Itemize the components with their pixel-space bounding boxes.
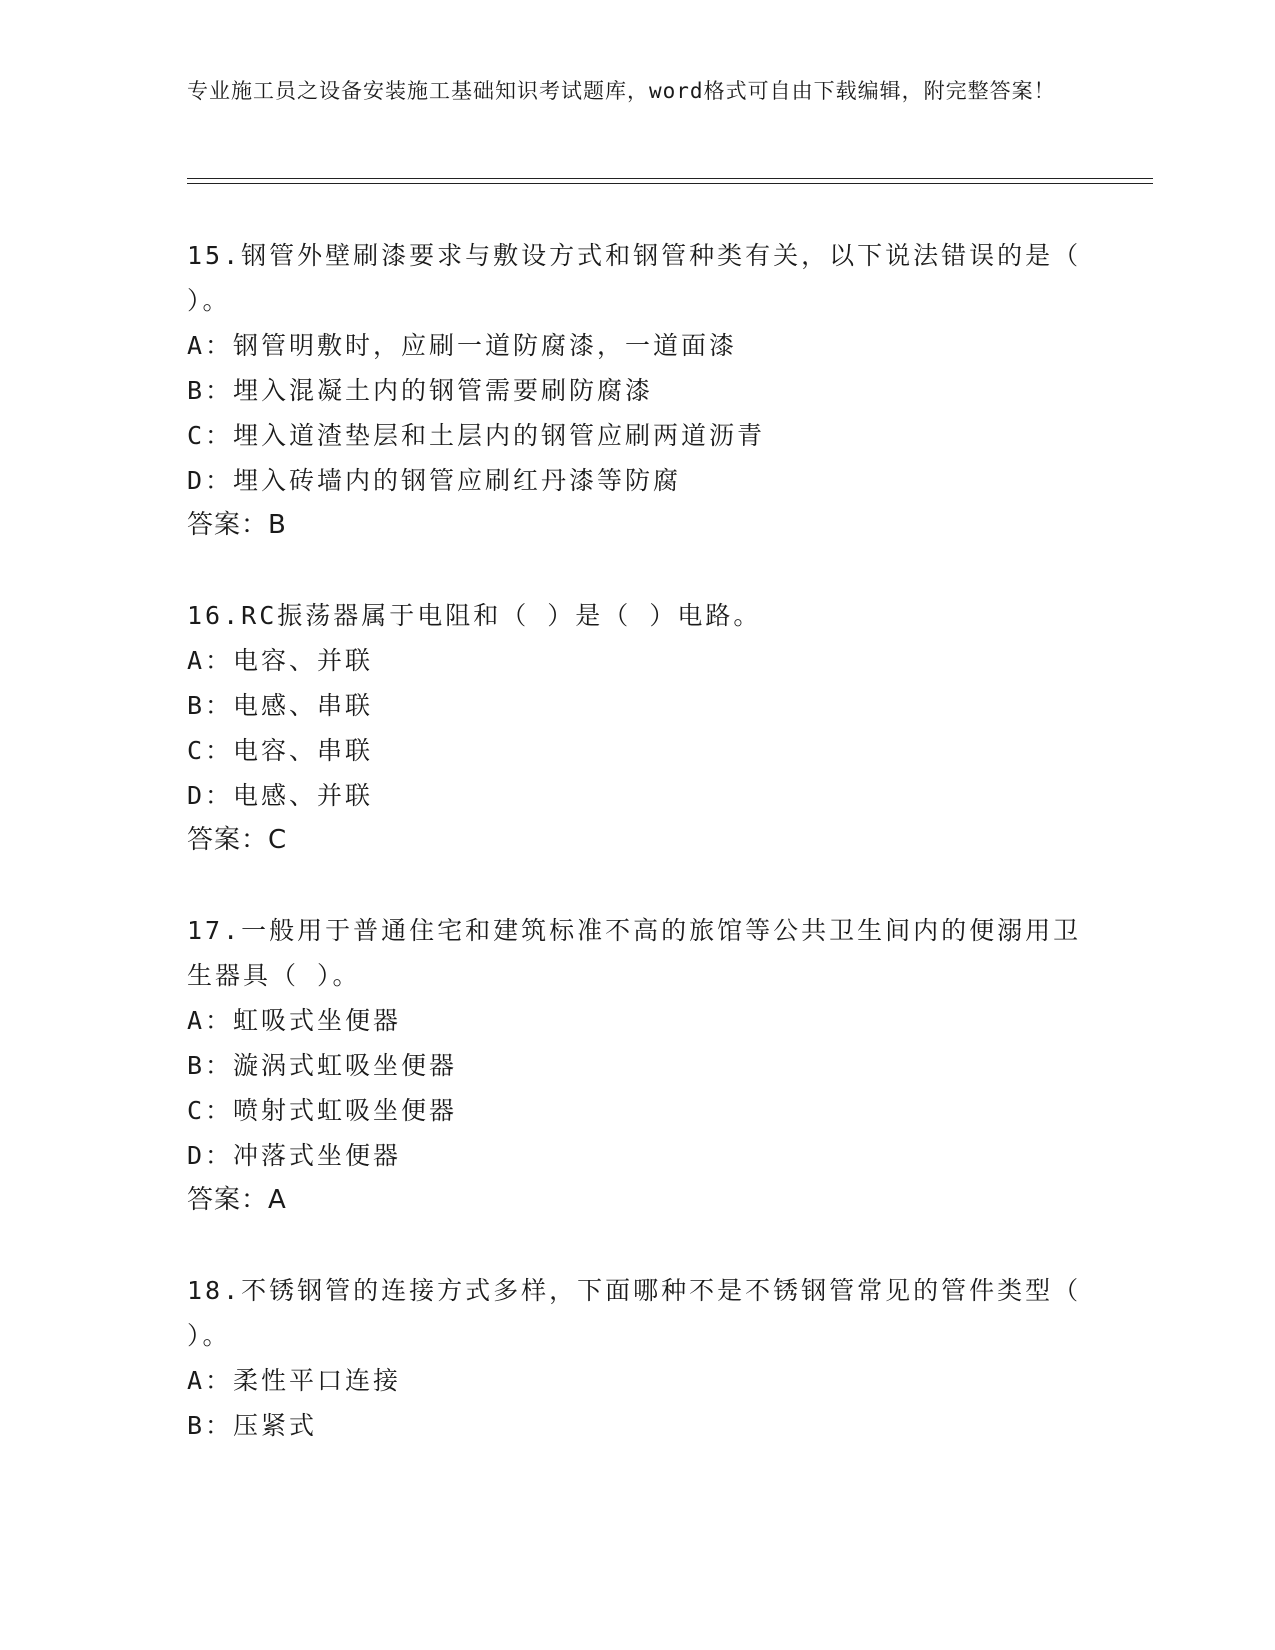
header-divider-bottom: [187, 183, 1153, 184]
option-b: B：埋入混凝土内的钢管需要刷防腐漆: [187, 376, 654, 405]
answer-line: 答案：B: [187, 510, 287, 540]
question-18: [187, 1268, 1087, 1448]
option-d: D：埋入砖墙内的钢管应刷红丹漆等防腐: [187, 466, 682, 495]
option-b: B：压紧式: [187, 1411, 318, 1440]
option-c: C：喷射式虹吸坐便器: [187, 1096, 458, 1125]
option-c: C：电容、串联: [187, 736, 374, 765]
answer-line: 答案：A: [187, 1185, 287, 1215]
answer-line: 答案：C: [187, 825, 288, 855]
option-a: A：钢管明敷时，应刷一道防腐漆，一道面漆: [187, 331, 738, 360]
question-text: 17.一般用于普通住宅和建筑标准不高的旅馆等公共卫生间内的便溺用卫生器具（ ）。: [187, 916, 1082, 990]
option-a: A：柔性平口连接: [187, 1366, 402, 1395]
option-b: B：电感、串联: [187, 691, 374, 720]
option-d: D：冲落式坐便器: [187, 1141, 402, 1170]
option-a: A：虹吸式坐便器: [187, 1006, 402, 1035]
question-text: 15.钢管外壁刷漆要求与敷设方式和钢管种类有关，以下说法错误的是（ ）。: [187, 241, 1082, 315]
option-d: D：电感、并联: [187, 781, 374, 810]
question-16: [187, 593, 1087, 863]
option-a: A：电容、并联: [187, 646, 374, 675]
question-text: 16.RC振荡器属于电阻和（ ）是（ ）电路。: [187, 601, 762, 630]
header-divider-top: [187, 178, 1153, 179]
question-text: 18.不锈钢管的连接方式多样，下面哪种不是不锈钢管常见的管件类型（ ）。: [187, 1276, 1082, 1350]
option-c: C：埋入道渣垫层和土层内的钢管应刷两道沥青: [187, 421, 766, 450]
question-list: [187, 233, 1087, 1493]
option-b: B：漩涡式虹吸坐便器: [187, 1051, 458, 1080]
question-17: [187, 908, 1087, 1223]
question-15: [187, 233, 1087, 548]
page-header: 专业施工员之设备安装施工基础知识考试题库，word格式可自由下载编辑，附完整答案！: [187, 79, 1056, 103]
